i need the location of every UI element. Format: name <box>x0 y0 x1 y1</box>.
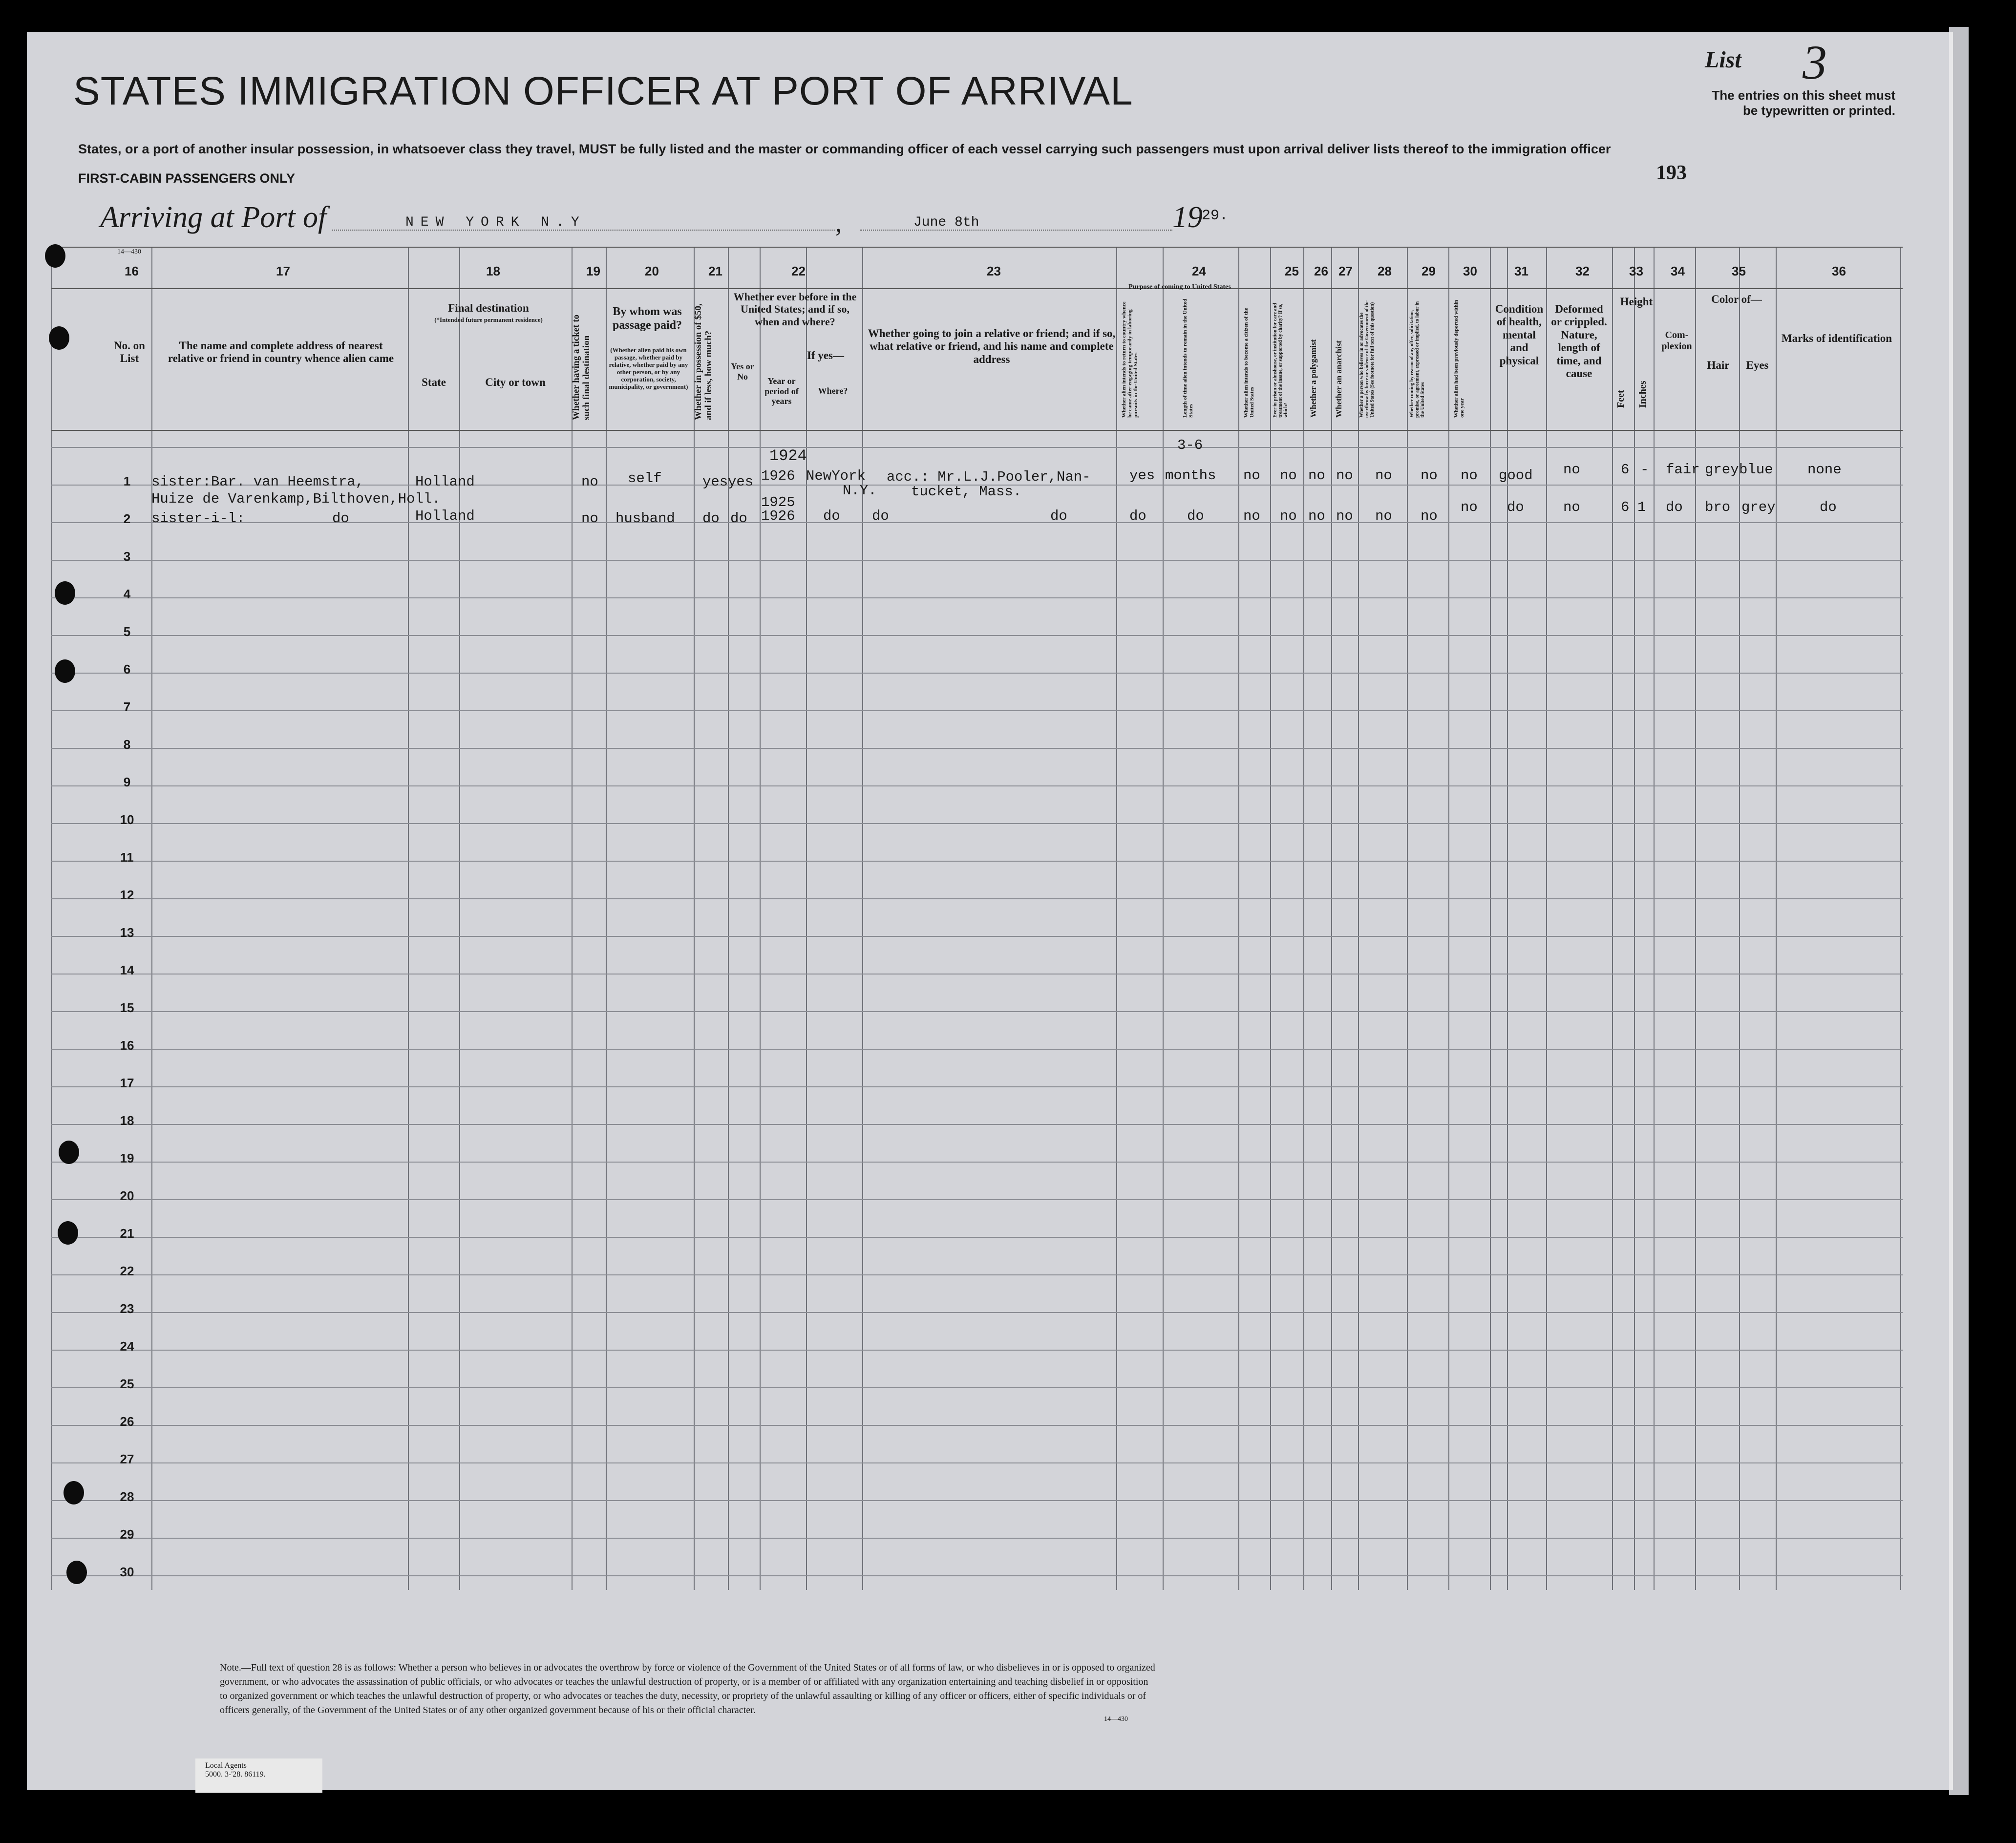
column-rule <box>1546 247 1547 1590</box>
header-purpose-return: Whether alien intends to return to country whence he came after engaging temporarily in laboring pursuits in the United States <box>1121 301 1139 418</box>
destination-state: Holland <box>415 474 475 490</box>
footer-form-code: 14—430 <box>1104 1716 1128 1723</box>
row-number: 12 <box>120 888 134 902</box>
column-rule <box>728 247 729 1590</box>
header-ever-before: Whether ever before in the United States; and if so, when and where? <box>733 291 857 328</box>
row-rule <box>51 898 1903 899</box>
row-number: 24 <box>120 1339 134 1354</box>
row-number: 7 <box>123 699 131 714</box>
row-rule <box>51 288 1903 289</box>
marks-value: none <box>1807 462 1842 478</box>
row-number: 28 <box>120 1489 134 1504</box>
length-stay-line2: months <box>1165 467 1216 484</box>
header-final-destination: Final destination <box>448 302 529 314</box>
instruction-text: States, or a port of another insular possession, in whatsoever class they travel, MUST be fully listed and the master or commanding officer of each vessel carrying such passengers must upon arrival deliver lists thereof to the immigration officer <box>78 142 1611 156</box>
citizen-value: no <box>1243 467 1260 484</box>
column-number: 35 <box>1732 264 1746 278</box>
class-label: FIRST-CABIN PASSENGERS ONLY <box>78 171 296 186</box>
header-nearest-relative: The name and complete address of nearest relative or friend in country whence alien came <box>168 339 394 365</box>
header-prison: Ever in prison or almshouse, or institution for care and treatment of the insane, or supported by charity? If so, which? <box>1273 303 1289 418</box>
column-number: 22 <box>791 264 806 278</box>
row-number: 25 <box>120 1377 134 1391</box>
column-number: 24 <box>1192 264 1206 278</box>
row-rule <box>51 1312 1903 1313</box>
column-number: 32 <box>1575 264 1590 278</box>
header-color-of: Color of— <box>1711 293 1762 305</box>
row-number: 6 <box>123 662 131 677</box>
join-relative-line1: do <box>872 508 889 524</box>
row-number: 8 <box>123 737 131 752</box>
column-number: 30 <box>1463 264 1477 278</box>
header-height: Height <box>1620 296 1653 308</box>
row-number: 14 <box>120 963 134 977</box>
header-q30: Whether alien had been previously deported within one year <box>1453 299 1465 418</box>
purpose-return-value: do <box>1129 508 1146 524</box>
column-rule <box>1612 247 1613 1590</box>
row-number: 16 <box>120 1038 134 1053</box>
row-rule <box>51 1538 1903 1539</box>
row-number: 26 <box>120 1414 134 1429</box>
eyes-value: grey <box>1741 499 1776 515</box>
length-stay-value: do <box>1187 508 1204 524</box>
fifty-dollars-value: do <box>702 510 720 527</box>
header-inches: Inches <box>1637 381 1648 408</box>
deformed-value: no <box>1563 462 1580 478</box>
column-rule <box>1490 247 1491 1590</box>
row-rule <box>51 430 1903 431</box>
column-rule <box>606 247 607 1590</box>
header-marks: Marks of identification <box>1781 332 1892 344</box>
row-number: 19 <box>120 1151 134 1165</box>
q28-value: no <box>1375 467 1392 484</box>
column-number: 20 <box>645 264 659 278</box>
header-polygamist: Whether a polygamist <box>1309 339 1318 418</box>
relative-address-line1: sister:Bar. van Heemstra, <box>151 474 364 490</box>
header-q28: Whether a person who believes in or advocates the overthrow by force or violence of the Government of the United States (See footnote for full text of this question) <box>1359 300 1375 418</box>
row-number: 5 <box>123 624 131 639</box>
year-suffix: 29. <box>1202 208 1229 224</box>
header-if-yes: If yes— <box>806 349 845 361</box>
column-rule <box>1654 247 1655 1590</box>
q30-value: no <box>1461 499 1478 515</box>
row-number: 23 <box>120 1301 134 1316</box>
list-number: 3 <box>1803 35 1827 89</box>
row-rule <box>51 1086 1903 1087</box>
row-rule <box>51 1162 1903 1163</box>
date-underline <box>860 230 1172 231</box>
column-number: 16 <box>125 264 139 278</box>
column-number: 26 <box>1314 264 1328 278</box>
prison-value: no <box>1280 467 1297 484</box>
arrival-date: June 8th <box>913 215 979 230</box>
tag-line2: 5000. 3-'28. 86119. <box>205 1770 266 1779</box>
row-rule <box>51 861 1903 862</box>
inches-value: - <box>1640 462 1649 478</box>
column-number: 34 <box>1671 264 1685 278</box>
row-number: 27 <box>120 1452 134 1466</box>
q29-value: no <box>1421 508 1438 524</box>
relative-address-ditto: do <box>332 510 349 527</box>
row-rule <box>51 1199 1903 1200</box>
years-line1: 1925 <box>761 494 795 510</box>
row-number: 4 <box>123 587 131 601</box>
column-number: 36 <box>1832 264 1846 278</box>
row-rule <box>51 673 1903 674</box>
column-number: 18 <box>486 264 500 278</box>
column-rule <box>1407 247 1408 1590</box>
row-rule <box>51 447 1903 448</box>
column-rule <box>151 247 152 1590</box>
row-number: 11 <box>120 850 134 865</box>
binder-hole <box>66 1561 87 1584</box>
row-number: 1 <box>123 474 131 488</box>
feet-value: 6 <box>1621 499 1630 515</box>
column-rule <box>1739 247 1740 1590</box>
row-number: 3 <box>123 549 131 564</box>
join-relative-line2: tucket, Mass. <box>911 484 1022 500</box>
column-number: 29 <box>1422 264 1436 278</box>
column-rule <box>1448 247 1449 1590</box>
column-number: 21 <box>708 264 722 278</box>
column-number: 19 <box>586 264 600 278</box>
header-purpose: Purpose of coming to United States <box>1128 283 1231 291</box>
row-number: 10 <box>120 812 134 827</box>
complexion-value: do <box>1666 499 1683 515</box>
header-q29: Whether coming by reason of any offer, solicitation, promise, or agreement, expressed or implied, to labor in the United States <box>1409 301 1425 418</box>
relative-address-line2: Huize de Varenkamp,Bilthoven,Holl. <box>151 491 441 507</box>
relative-address-line1: sister-i-l: <box>151 510 245 527</box>
column-rule <box>1163 247 1164 1590</box>
where-value: NewYork <box>806 468 866 484</box>
column-rule <box>1116 247 1117 1590</box>
anarchist-value: no <box>1336 467 1353 484</box>
row-number: 29 <box>120 1527 134 1542</box>
row-rule <box>51 1237 1903 1238</box>
polygamist-value: no <box>1308 467 1325 484</box>
paid-by-value: self <box>628 470 662 487</box>
binder-hole <box>55 581 75 605</box>
header-health: Condition of health, mental and physical <box>1495 303 1544 367</box>
column-rule <box>572 247 573 1590</box>
header-where: Where? <box>818 386 848 396</box>
row-rule <box>51 710 1903 711</box>
years-line2: 1926 <box>761 468 795 484</box>
header-passage-paid: By whom was passage paid? <box>612 305 682 332</box>
column-number: 25 <box>1285 264 1299 278</box>
row-rule <box>51 1387 1903 1388</box>
header-join-relative: Whether going to join a relative or friend; and if so, what relative or friend, and his name and complete address <box>868 327 1116 365</box>
column-number: 31 <box>1514 264 1528 278</box>
row-number: 18 <box>120 1113 134 1128</box>
years-line2: 1926 <box>761 508 795 524</box>
q28-value: no <box>1375 508 1392 524</box>
row-number: 22 <box>120 1264 134 1278</box>
row-rule <box>51 522 1903 523</box>
column-rule <box>760 247 761 1590</box>
form-code: 14—430 <box>117 248 141 255</box>
row-rule <box>51 247 1903 248</box>
polygamist-value: no <box>1308 508 1325 524</box>
q30-value: no <box>1461 467 1478 484</box>
header-passage-paid-sub: (Whether alien paid his own passage, whether paid by relative, whether paid by any other person, or by any corporation, society, municipality, or government) <box>609 346 688 390</box>
row-rule <box>51 1575 1903 1576</box>
length-stay-line1: 3-6 <box>1177 437 1203 453</box>
row-number: 20 <box>120 1188 134 1203</box>
binder-hole <box>55 659 75 683</box>
destination-state: Holland <box>415 508 475 524</box>
ever-before-value: yes <box>728 474 754 490</box>
row-number: 30 <box>120 1565 134 1579</box>
ever-before-value: do <box>730 510 747 527</box>
header-eyes: Eyes <box>1746 359 1769 371</box>
column-rule <box>862 247 863 1590</box>
column-rule <box>1358 247 1359 1590</box>
paid-by-value: husband <box>615 510 675 527</box>
row-rule <box>51 1124 1903 1125</box>
binder-hole <box>64 1481 84 1504</box>
column-rule <box>1331 247 1332 1590</box>
row-rule <box>51 635 1903 636</box>
row-rule <box>51 748 1903 749</box>
join-relative-ditto: do <box>1050 508 1067 524</box>
year-prefix: 19 <box>1172 201 1203 234</box>
column-number: 33 <box>1629 264 1643 278</box>
list-label: List <box>1705 47 1741 73</box>
port-value: NEW YORK N.Y <box>405 215 586 230</box>
entries-note-line2: be typewritten or printed. <box>1742 103 1895 118</box>
entries-note <box>1656 88 1895 118</box>
row-number: 21 <box>120 1226 134 1241</box>
citizen-value: no <box>1243 508 1260 524</box>
row-rule <box>51 785 1903 786</box>
row-rule <box>51 1462 1903 1463</box>
manifest-sheet <box>27 32 1953 1790</box>
header-year-period: Year or period of years <box>764 376 799 406</box>
binder-hole <box>45 244 65 268</box>
hair-value: grey <box>1705 462 1739 478</box>
header-state: State <box>422 376 446 388</box>
column-number: 23 <box>987 264 1001 278</box>
ticket-value: no <box>581 510 598 527</box>
column-rule <box>1776 247 1777 1590</box>
row-rule <box>51 1049 1903 1050</box>
header-ticket: Whether having a ticket to such final destination <box>571 314 592 420</box>
row-rule <box>51 1500 1903 1501</box>
header-yes-no: Yes or No <box>731 361 754 381</box>
column-rule <box>1303 247 1304 1590</box>
column-number: 27 <box>1338 264 1353 278</box>
header-complexion: Com- plexion <box>1661 330 1692 352</box>
column-number: 28 <box>1378 264 1392 278</box>
row-number: 17 <box>120 1076 134 1090</box>
column-rule <box>1270 247 1271 1590</box>
row-rule <box>51 1350 1903 1351</box>
column-rule <box>408 247 409 1590</box>
column-rule <box>1900 247 1901 1590</box>
deformed-value: no <box>1563 499 1580 515</box>
column-rule <box>459 247 460 1590</box>
comma-separator: , <box>835 208 842 237</box>
column-number: 17 <box>276 264 290 278</box>
column-rule <box>1238 247 1239 1590</box>
anarchist-value: no <box>1336 508 1353 524</box>
years-line1: 1924 <box>769 447 807 465</box>
health-value: do <box>1507 499 1524 515</box>
eyes-value: blue <box>1739 462 1773 478</box>
row-rule <box>51 597 1903 598</box>
header-citizen: Whether alien intends to become a citizen of the United States <box>1243 308 1255 418</box>
row-number: 15 <box>120 1000 134 1015</box>
health-value: good <box>1499 467 1533 484</box>
header-hair: Hair <box>1707 359 1730 371</box>
row-number: 13 <box>120 925 134 940</box>
prison-value: no <box>1280 508 1297 524</box>
row-rule <box>51 560 1903 561</box>
header-feet: Feet <box>1615 390 1626 408</box>
ticket-value: no <box>581 474 598 490</box>
feet-value: 6 <box>1621 462 1630 478</box>
where-line2: N.Y. <box>843 483 877 499</box>
header-fifty-dollars: Whether in possession of $50, and if less, how much? <box>693 303 714 420</box>
q29-value: no <box>1421 467 1438 484</box>
binder-hole <box>59 1141 79 1164</box>
complexion-value: fair <box>1666 462 1700 478</box>
row-rule <box>51 1011 1903 1012</box>
where-value: do <box>823 508 840 524</box>
header-length-stay: Length of time alien intends to remain in the United States <box>1182 298 1194 418</box>
fifty-dollars-value: yes <box>702 474 728 490</box>
header-final-destination-sub: (*Intended future permanent residence) <box>434 316 543 323</box>
row-rule <box>51 823 1903 824</box>
header-city: City or town <box>485 376 546 388</box>
page-title: STATES IMMIGRATION OFFICER AT PORT OF ARRIVAL <box>73 69 1133 113</box>
header-anarchist: Whether an anarchist <box>1334 340 1343 418</box>
column-rule <box>1634 247 1635 1590</box>
attached-tag <box>195 1758 322 1793</box>
printed-year: 193 <box>1656 162 1687 184</box>
column-rule <box>1695 247 1696 1590</box>
row-number: 2 <box>123 511 131 526</box>
tag-line1: Local Agents <box>205 1761 247 1770</box>
purpose-return-value: yes <box>1129 467 1155 484</box>
row-rule <box>51 936 1903 937</box>
join-relative-line1: acc.: Mr.L.J.Pooler,Nan- <box>887 469 1091 485</box>
inches-value: 1 <box>1637 499 1646 515</box>
header-no-on-list: No. on List <box>114 339 145 365</box>
row-number: 9 <box>123 775 131 789</box>
column-rule <box>1507 247 1508 1590</box>
arriving-label: Arriving at Port of <box>100 201 327 234</box>
header-deformed: Deformed or crippled. Nature, length of time, and cause <box>1551 303 1607 380</box>
row-rule <box>51 1274 1903 1275</box>
column-rule <box>51 247 52 1590</box>
entries-note-line1: The entries on this sheet must <box>1712 88 1895 103</box>
binder-hole <box>58 1221 78 1245</box>
column-rule <box>694 247 695 1590</box>
marks-value: do <box>1820 499 1837 515</box>
hair-value: bro <box>1705 499 1731 515</box>
footnote-question-28: Note.—Full text of question 28 is as follows: Whether a person who believes in or advocates the overthrow by force or violence of the Government of the United States or of all forms of law, or who disbelieves in or is opposed to organized government, or who advocates the assassination of public officials, or who advocates or teaches the unlawful destruction of property, or is a member of or affiliated with any organization entertaining and teaching disbelief in or opposition to organized government or which teaches the unlawful destruction of property, or who advocates or teaches the duty, necessity, or propriety of the unlawful assaulting or killing of any officer or officers, either of specific individuals or of officers generally, of the Government of the United States or of any other organized government because of his or their official character. <box>220 1662 1155 1716</box>
row-rule <box>51 1425 1903 1426</box>
binder-hole <box>49 326 69 350</box>
